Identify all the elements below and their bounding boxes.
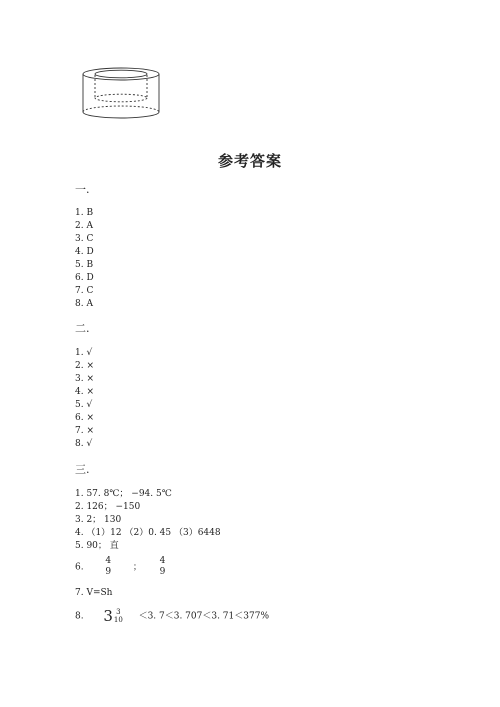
inner-bottom-ellipse [95,94,147,102]
answer-item-fractions [75,556,165,579]
section-heading-1: 一. [75,183,90,196]
answer-item: 3. C [75,234,94,244]
answer-item: 1. 57. 8℃； −94. 5℃ [75,489,172,499]
fraction [160,556,166,578]
answer-item: 2. × [75,361,94,371]
fraction [114,608,123,624]
answer-item: 7. C [75,286,94,296]
answer-item-comparison [75,604,269,629]
fraction-denominator: 9 [105,567,112,577]
answer-item: 4. （1）12 （2）0. 45 （3）6448 [75,528,221,538]
answer-item: 2. A [75,221,93,231]
answer-item: 1. B [75,208,94,218]
outer-bottom-arc [83,112,159,118]
answer-item: 4. × [75,387,94,397]
answer-item: 4. D [75,247,94,257]
fraction-denominator: 10 [113,616,123,624]
answer-item: 6. × [75,413,94,423]
section-heading-3: 三. [75,463,90,476]
mixed-whole: 3 [103,607,113,625]
answer-item: 3. × [75,374,94,384]
answer-item: 7. V=Sh [75,588,113,598]
section-heading-2: 二. [75,322,90,335]
answer-item: 7. × [75,426,94,436]
fraction-numerator: 4 [159,556,166,566]
answer-item: 8. A [75,299,93,309]
mixed-number [103,604,122,628]
cylinder-figure [78,62,164,122]
fraction-numerator: 3 [116,608,121,616]
inner-top-ellipse [95,70,147,78]
fraction-numerator: 4 [105,556,112,566]
answer-item: 5. B [75,260,94,270]
outer-bottom-hidden-arc [83,106,159,112]
item-label: 6. [75,562,84,573]
answer-item: 3. 2； 130 [75,515,122,525]
answer-item: 5. 90； 直 [75,541,119,551]
answer-item: 8. √ [75,439,93,449]
answer-item: 1. √ [75,348,93,358]
fraction-denominator: 9 [159,567,166,577]
answer-item: 2. 126； −150 [75,502,141,512]
answer-item: 6. D [75,273,94,283]
item-label: 8. [75,611,84,622]
separator: ； [132,562,142,573]
comparison-text: ＜3. 7＜3. 707＜3. 71＜377% [138,611,269,622]
page-title: 参考答案 [217,152,282,170]
fraction [105,556,111,578]
answer-item: 5. √ [75,400,93,410]
